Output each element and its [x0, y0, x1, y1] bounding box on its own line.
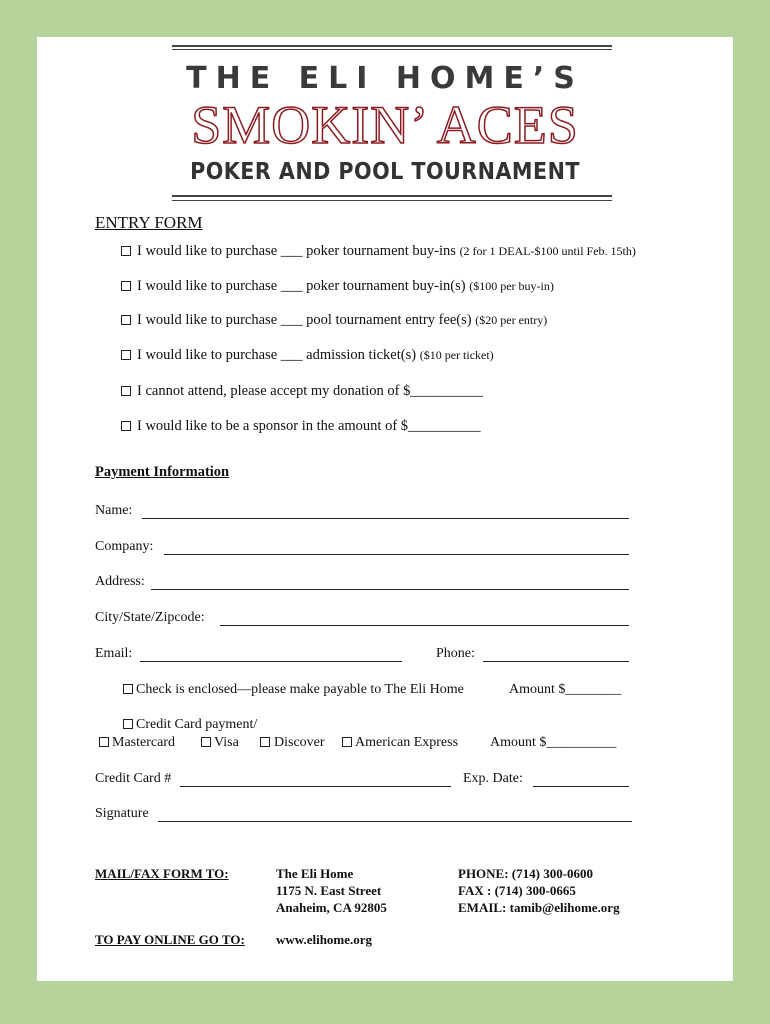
address-label: Address: [95, 574, 145, 589]
entry-item-2[interactable]: I would like to purchase ___ poker tournament buy-in(s) ($100 per buy-in) [121, 278, 554, 295]
checkbox[interactable] [121, 386, 131, 396]
phone-field[interactable] [483, 661, 629, 662]
address-line-1: The Eli Home [276, 866, 354, 881]
check-amount: Amount $________ [509, 682, 622, 697]
credit-option[interactable]: Credit Card payment/ [123, 717, 257, 733]
checkbox[interactable] [342, 737, 352, 747]
entry-form-heading: ENTRY FORM [95, 213, 203, 232]
address-line-3: Anaheim, CA 92805 [276, 900, 387, 915]
header-rule-bottom-2 [172, 200, 612, 201]
card-mastercard[interactable]: Mastercard [99, 735, 175, 751]
name-label: Name: [95, 503, 133, 518]
exp-label: Exp. Date: [463, 771, 523, 786]
entry-item-3[interactable]: I would like to purchase ___ pool tournament entry fee(s) ($20 per entry) [121, 312, 547, 329]
checkbox[interactable] [260, 737, 270, 747]
exp-field[interactable] [533, 786, 629, 787]
check-option[interactable]: Check is enclosed—please make payable to The Eli Home [123, 682, 464, 698]
company-field[interactable] [164, 554, 629, 555]
company-label: Company: [95, 539, 154, 554]
signature-label: Signature [95, 806, 149, 821]
cc-label: Credit Card # [95, 771, 172, 786]
email-field[interactable] [140, 661, 402, 662]
checkbox[interactable] [99, 737, 109, 747]
contact-email[interactable]: EMAIL: tamib@elihome.org [458, 900, 620, 915]
cc-field[interactable] [180, 786, 451, 787]
form-sheet [37, 37, 733, 981]
signature-field[interactable] [158, 821, 632, 822]
card-amex[interactable]: American Express [342, 735, 458, 751]
entry-item-4[interactable]: I would like to purchase ___ admission ticket(s) ($10 per ticket) [121, 347, 494, 364]
title-poker-pool: POKER AND POOL TOURNAMENT [190, 159, 580, 185]
header-rule-top-1 [172, 45, 612, 47]
entry-item-1[interactable]: I would like to purchase ___ poker tournament buy-ins (2 for 1 DEAL-$100 until Feb. 15th) [121, 243, 636, 260]
contact-fax: FAX : (714) 300-0665 [458, 883, 576, 898]
address-field[interactable] [151, 589, 629, 590]
checkbox[interactable] [123, 684, 133, 694]
payment-heading: Payment Information [95, 464, 230, 480]
header-rule-top-2 [172, 49, 612, 50]
checkbox[interactable] [121, 350, 131, 360]
mail-label: MAIL/FAX FORM TO: [95, 866, 229, 881]
city-label: City/State/Zipcode: [95, 610, 205, 625]
contact-phone: PHONE: (714) 300-0600 [458, 866, 594, 881]
checkbox[interactable] [121, 246, 131, 256]
title-eli-home: THE ELI HOME’S [186, 61, 584, 96]
entry-item-6[interactable]: I would like to be a sponsor in the amount of $__________ [121, 418, 481, 435]
checkbox[interactable] [123, 719, 133, 729]
checkbox[interactable] [121, 281, 131, 291]
checkbox[interactable] [201, 737, 211, 747]
card-visa[interactable]: Visa [201, 735, 239, 751]
address-line-2: 1175 N. East Street [276, 883, 382, 898]
phone-label: Phone: [436, 646, 475, 661]
city-field[interactable] [220, 625, 629, 626]
header-rule-bottom-1 [172, 195, 612, 197]
entry-item-5[interactable]: I cannot attend, please accept my donation of $__________ [121, 383, 483, 400]
email-label: Email: [95, 646, 133, 661]
website-link[interactable]: www.elihome.org [276, 932, 373, 947]
checkbox[interactable] [121, 421, 131, 431]
checkbox[interactable] [121, 315, 131, 325]
card-discover[interactable]: Discover [260, 735, 325, 751]
card-amount: Amount $__________ [490, 735, 617, 750]
name-field[interactable] [142, 518, 629, 519]
title-smokin-aces: SMOKIN’ ACES [191, 95, 579, 155]
online-label: TO PAY ONLINE GO TO: [95, 932, 245, 947]
